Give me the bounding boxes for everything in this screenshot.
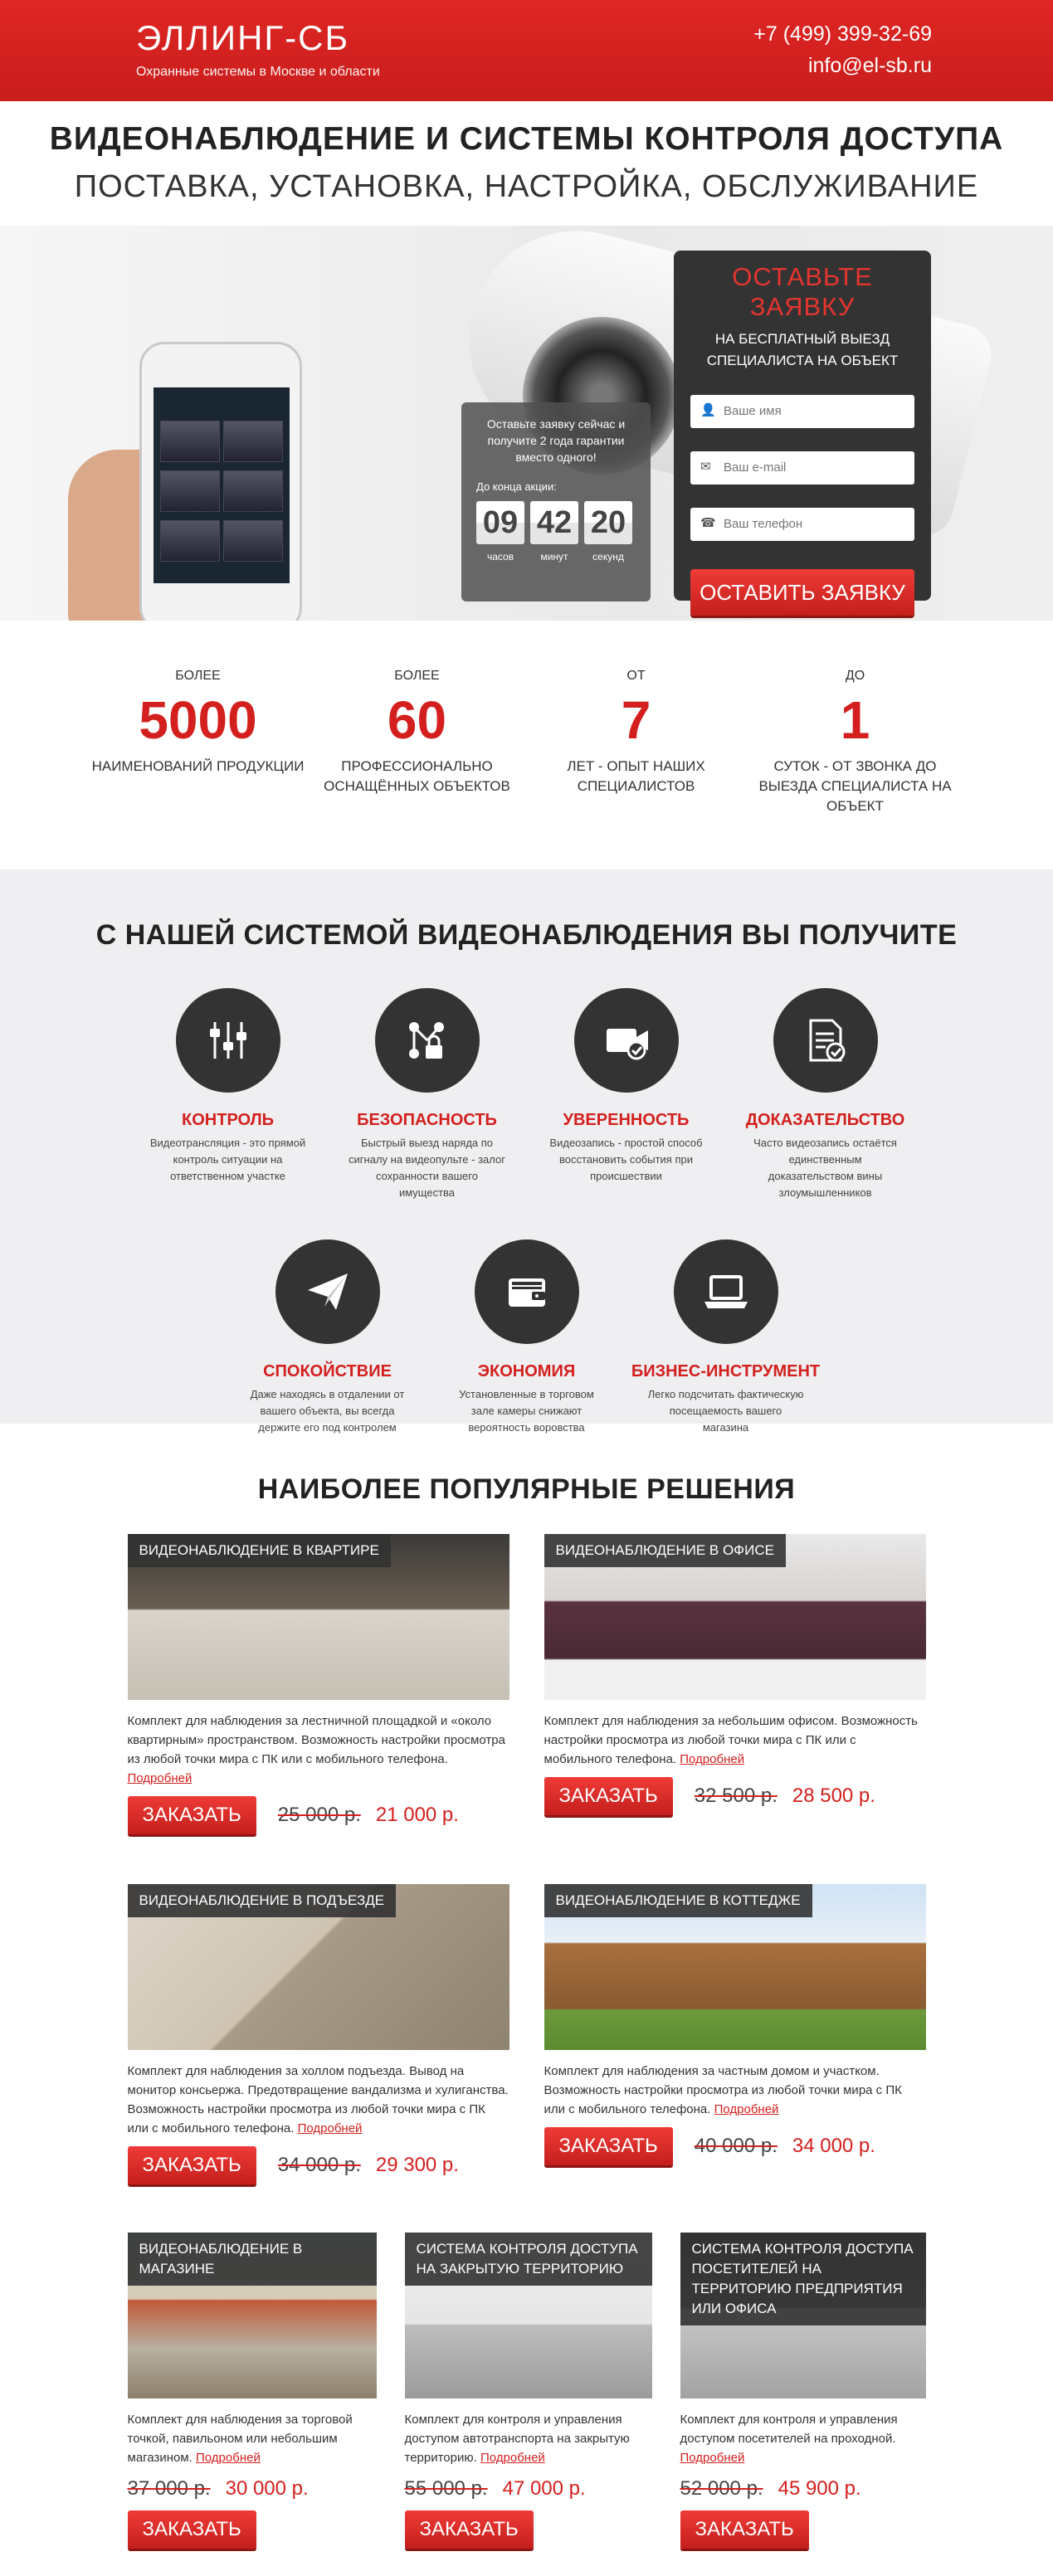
phone-number[interactable]: +7 (499) 399-32-69 — [753, 22, 932, 46]
benefit-title: КОНТРОЛЬ — [182, 1111, 274, 1129]
more-link[interactable]: Подробней — [680, 2451, 745, 2465]
benefit-title: УВЕРЕННОСТЬ — [563, 1111, 690, 1129]
benefit-title: ЭКОНОМИЯ — [477, 1362, 576, 1381]
benefit-security — [328, 988, 527, 1201]
product-card — [128, 1534, 509, 1834]
order-button[interactable]: ЗАКАЗАТЬ — [128, 1796, 256, 1834]
product-description — [680, 2410, 926, 2467]
stat-item — [527, 669, 746, 869]
cam-feed — [223, 421, 283, 462]
price-row — [405, 2477, 652, 2501]
price-row — [128, 1796, 509, 1834]
product-image — [405, 2233, 652, 2398]
old-price: 40 000 р. — [694, 2135, 778, 2157]
product-description — [128, 2410, 377, 2467]
timer-minutes: 42 — [530, 501, 578, 544]
benefit-business — [626, 1239, 826, 1436]
benefit-text: Видеотрансляция - это прямой контроль ситуации на ответственном участке — [149, 1137, 306, 1182]
phone-screen — [154, 387, 290, 583]
product-label: ВИДЕОНАБЛЮДЕНИЕ В ПОДЪЕЗДЕ — [128, 1884, 397, 1917]
promo-countdown — [461, 402, 651, 601]
benefit-confidence — [527, 988, 726, 1201]
phone-image — [68, 342, 317, 621]
more-link[interactable]: Подробней — [480, 2451, 545, 2465]
submit-request-button[interactable]: ОСТАВИТЬ ЗАЯВКУ — [690, 569, 914, 616]
new-price: 30 000 р. — [225, 2477, 309, 2500]
seconds-label: секунд — [592, 551, 624, 562]
form-title: ОСТАВЬТЕ ЗАЯВКУ — [732, 262, 873, 321]
more-link[interactable]: Подробней — [714, 2102, 779, 2116]
paper-plane-icon — [275, 1239, 380, 1344]
new-price: 34 000 р. — [792, 2135, 875, 2157]
old-price: 34 000 р. — [277, 2154, 361, 2176]
order-button[interactable]: ЗАКАЗАТЬ — [405, 2510, 534, 2549]
stat-item — [746, 669, 965, 869]
price-row — [544, 1777, 926, 1815]
price-row — [680, 2477, 926, 2501]
product-label: ВИДЕОНАБЛЮДЕНИЕ В КВАРТИРЕ — [128, 1534, 391, 1567]
email-field[interactable] — [690, 451, 914, 485]
timer-hours: 09 — [476, 501, 524, 544]
countdown-timer — [476, 501, 636, 544]
sliders-icon — [176, 988, 280, 1093]
product-text: Комплект для наблюдения за частным домом и участком. Возможность настройки просмотра из любой точки мира с ПК или с мобильного телефона. — [544, 2064, 902, 2116]
envelope-icon: ✉ — [700, 460, 711, 474]
product-text: Комплект для наблюдения за торговой точкой, павильоном или небольшим магазином. — [127, 2413, 353, 2465]
new-price: 28 500 р. — [792, 1785, 875, 1807]
hours-label: часов — [486, 551, 514, 562]
more-link[interactable]: Подробней — [127, 1771, 193, 1785]
stat-description: СУТОК - ОТ ЗВОНКА ДО ВЫЕЗДА СПЕЦИАЛИСТА НА ОБЪЕКТ — [758, 758, 952, 814]
product-description — [544, 2062, 926, 2119]
phone-input[interactable] — [724, 517, 914, 531]
cam-feed — [160, 470, 220, 512]
old-price: 52 000 р. — [680, 2477, 763, 2500]
benefit-economy — [427, 1239, 626, 1436]
contacts — [753, 18, 932, 81]
benefits-title: С НАШЕЙ СИСТЕМОЙ ВИДЕОНАБЛЮДЕНИЯ ВЫ ПОЛУЧИТЕ — [95, 919, 958, 951]
stat-prefix: БОЛЕЕ — [175, 669, 221, 683]
smartphone — [139, 342, 302, 621]
stat-prefix: ДО — [845, 669, 865, 683]
cam-feed — [223, 520, 283, 562]
product-image — [544, 1884, 926, 2050]
stat-description: ПРОФЕССИОНАЛЬНО ОСНАЩЁННЫХ ОБЪЕКТОВ — [324, 758, 510, 794]
cam-feed — [160, 520, 220, 562]
stats-section — [0, 621, 1053, 869]
product-card — [405, 2233, 652, 2549]
brand-tagline: Охранные системы в Москве и области — [136, 65, 380, 79]
products-section — [0, 1424, 1053, 2576]
product-card — [128, 2233, 377, 2549]
product-image — [680, 2233, 926, 2398]
product-card — [128, 1884, 509, 2184]
product-label: СИСТЕМА КОНТРОЛЯ ДОСТУПА ПОСЕТИТЕЛЕЙ НА ТЕРРИТОРИЮ ПРЕДПРИЯТИЯ ИЛИ ОФИСА — [680, 2233, 926, 2325]
phone-icon: ☎ — [700, 516, 716, 530]
product-text: Комплект для наблюдения за небольшим офисом. Возможность настройки просмотра из любой точки мира с ПК или с мобильного телефона. — [544, 1714, 918, 1766]
benefits-section — [0, 869, 1053, 1434]
network-lock-icon — [375, 988, 480, 1093]
product-image — [128, 1884, 509, 2050]
price-row — [128, 2477, 377, 2501]
product-image — [128, 1534, 509, 1700]
laptop-icon — [674, 1239, 778, 1344]
new-price: 29 300 р. — [375, 2154, 459, 2176]
name-field[interactable] — [690, 395, 914, 428]
email-input[interactable] — [724, 460, 914, 475]
page-subtitle: ПОСТАВКА, УСТАНОВКА, НАСТРОЙКА, ОБСЛУЖИВАНИЕ — [74, 169, 979, 204]
hero-section — [0, 226, 1053, 621]
old-price: 32 500 р. — [694, 1785, 778, 1807]
product-text: Комплект для контроля и управления доступом посетителей на проходной. — [680, 2413, 898, 2446]
new-price: 47 000 р. — [502, 2477, 586, 2500]
benefit-text: Видеозапись - простой способ восстановить события при происшествии — [549, 1137, 703, 1182]
price-row — [544, 2127, 926, 2165]
page-title: ВИДЕОНАБЛЮДЕНИЕ И СИСТЕМЫ КОНТРОЛЯ ДОСТУПА — [49, 121, 1004, 157]
timer-labels — [476, 551, 636, 562]
email-link[interactable]: info@el-sb.ru — [807, 54, 932, 77]
product-text: Комплект для наблюдения за лестничной площадкой и «около квартирным» пространством. Возможность настройки просмотра из любой точки мира с ПК или с мобильного телефона. — [127, 1714, 505, 1766]
promo-text: Оставьте заявку сейчас и получите 2 года гарантии вместо одного! — [486, 417, 626, 464]
products-grid — [128, 1534, 926, 2576]
benefit-title: ДОКАЗАТЕЛЬСТВО — [745, 1111, 905, 1129]
cam-feed — [223, 470, 283, 512]
old-price: 37 000 р. — [127, 2477, 211, 2500]
product-label: СИСТЕМА КОНТРОЛЯ ДОСТУПА НА ЗАКРЫТУЮ ТЕРРИТОРИЮ — [405, 2233, 652, 2286]
benefit-text: Быстрый выезд наряда по сигналу на видеопульте - залог сохранности вашего имущества — [349, 1137, 505, 1199]
page-titles — [0, 101, 1053, 226]
product-image — [128, 2233, 377, 2398]
stat-item — [308, 669, 527, 869]
benefit-evidence — [726, 988, 925, 1201]
product-description — [128, 1712, 509, 1788]
product-card — [544, 1884, 926, 2165]
stat-prefix: ОТ — [626, 669, 646, 683]
product-description — [128, 2062, 509, 2138]
product-text: Комплект для наблюдения за холлом подъезда. Вывод на монитор консьержа. Предотвращение вандализма и хулиганства. Возможность настройки просмотра из любой точки мира с ПК или с мобильного телефона. — [127, 2064, 509, 2135]
order-button[interactable]: ЗАКАЗАТЬ — [128, 2146, 256, 2184]
cam-feed — [160, 421, 220, 462]
minutes-label: минут — [540, 551, 568, 562]
price-row — [128, 2146, 509, 2184]
user-icon: 👤 — [700, 403, 716, 417]
product-label: ВИДЕОНАБЛЮДЕНИЕ В МАГАЗИНЕ — [128, 2233, 377, 2286]
document-check-icon — [773, 988, 878, 1093]
phone-field[interactable] — [690, 508, 914, 541]
more-link[interactable]: Подробней — [196, 2451, 261, 2465]
old-price: 25 000 р. — [277, 1804, 361, 1826]
order-button[interactable]: ЗАКАЗАТЬ — [544, 2127, 673, 2165]
benefit-control — [129, 988, 328, 1201]
camera-check-icon — [574, 988, 679, 1093]
stat-number: 1 — [840, 690, 870, 750]
product-description — [405, 2410, 652, 2467]
product-card — [544, 1534, 926, 1815]
site-header — [0, 0, 1053, 101]
more-link[interactable]: Подробней — [297, 2121, 363, 2135]
benefit-title: БИЗНЕС-ИНСТРУМЕНТ — [631, 1362, 821, 1381]
benefit-text: Легко подсчитать фактическую посещаемость вашего магазина — [647, 1388, 804, 1434]
product-text: Комплект для контроля и управления доступом автотранспорта на закрытую территорию. — [404, 2413, 630, 2465]
wallet-icon — [475, 1239, 579, 1344]
request-form — [674, 251, 931, 605]
benefits-row — [0, 988, 1053, 1201]
benefit-text: Установленные в торговом зале камеры снижают вероятность воровства — [459, 1388, 594, 1434]
product-description — [544, 1712, 926, 1769]
form-subtitle: НА БЕСПЛАТНЫЙ ВЫЕЗД СПЕЦИАЛИСТА НА ОБЪЕКТ — [706, 331, 899, 368]
stat-number: 60 — [387, 690, 447, 750]
product-label: ВИДЕОНАБЛЮДЕНИЕ В ОФИСЕ — [544, 1534, 786, 1567]
old-price: 55 000 р. — [404, 2477, 488, 2500]
order-button[interactable]: ЗАКАЗАТЬ — [680, 2510, 809, 2549]
benefit-title: СПОКОЙСТВИЕ — [263, 1362, 392, 1381]
stat-number: 7 — [621, 690, 651, 750]
stat-description: ЛЕТ - ОПЫТ НАШИХ СПЕЦИАЛИСТОВ — [567, 758, 705, 794]
brand-name[interactable]: ЭЛЛИНГ-СБ — [136, 18, 350, 57]
benefit-text: Даже находясь в отдалении от вашего объекта, вы всегда держите его под контролем — [250, 1388, 405, 1434]
product-card — [680, 2233, 926, 2549]
stat-item — [89, 669, 308, 869]
more-link[interactable]: Подробней — [680, 1752, 745, 1766]
new-price: 45 900 р. — [778, 2477, 861, 2500]
product-label: ВИДЕОНАБЛЮДЕНИЕ В КОТТЕДЖЕ — [544, 1884, 812, 1917]
benefit-text: Часто видеозапись остаётся единственным доказательством вины злоумышленников — [753, 1137, 897, 1199]
name-input[interactable] — [724, 404, 914, 418]
new-price: 21 000 р. — [375, 1804, 459, 1826]
stat-description: НАИМЕНОВАНИЙ ПРОДУКЦИИ — [91, 758, 305, 774]
timer-seconds: 20 — [584, 501, 632, 544]
products-title: НАИБОЛЕЕ ПОПУЛЯРНЫЕ РЕШЕНИЯ — [257, 1473, 796, 1505]
product-image — [544, 1534, 926, 1700]
benefits-row — [0, 1239, 1053, 1436]
benefit-title: БЕЗОПАСНОСТЬ — [357, 1111, 497, 1129]
stat-number: 5000 — [139, 690, 257, 750]
benefit-calm — [228, 1239, 427, 1436]
order-button[interactable]: ЗАКАЗАТЬ — [544, 1777, 673, 1815]
brand[interactable] — [136, 18, 380, 80]
promo-until: До конца акции: — [476, 480, 557, 493]
stat-prefix: БОЛЕЕ — [394, 669, 440, 683]
order-button[interactable]: ЗАКАЗАТЬ — [128, 2510, 256, 2549]
